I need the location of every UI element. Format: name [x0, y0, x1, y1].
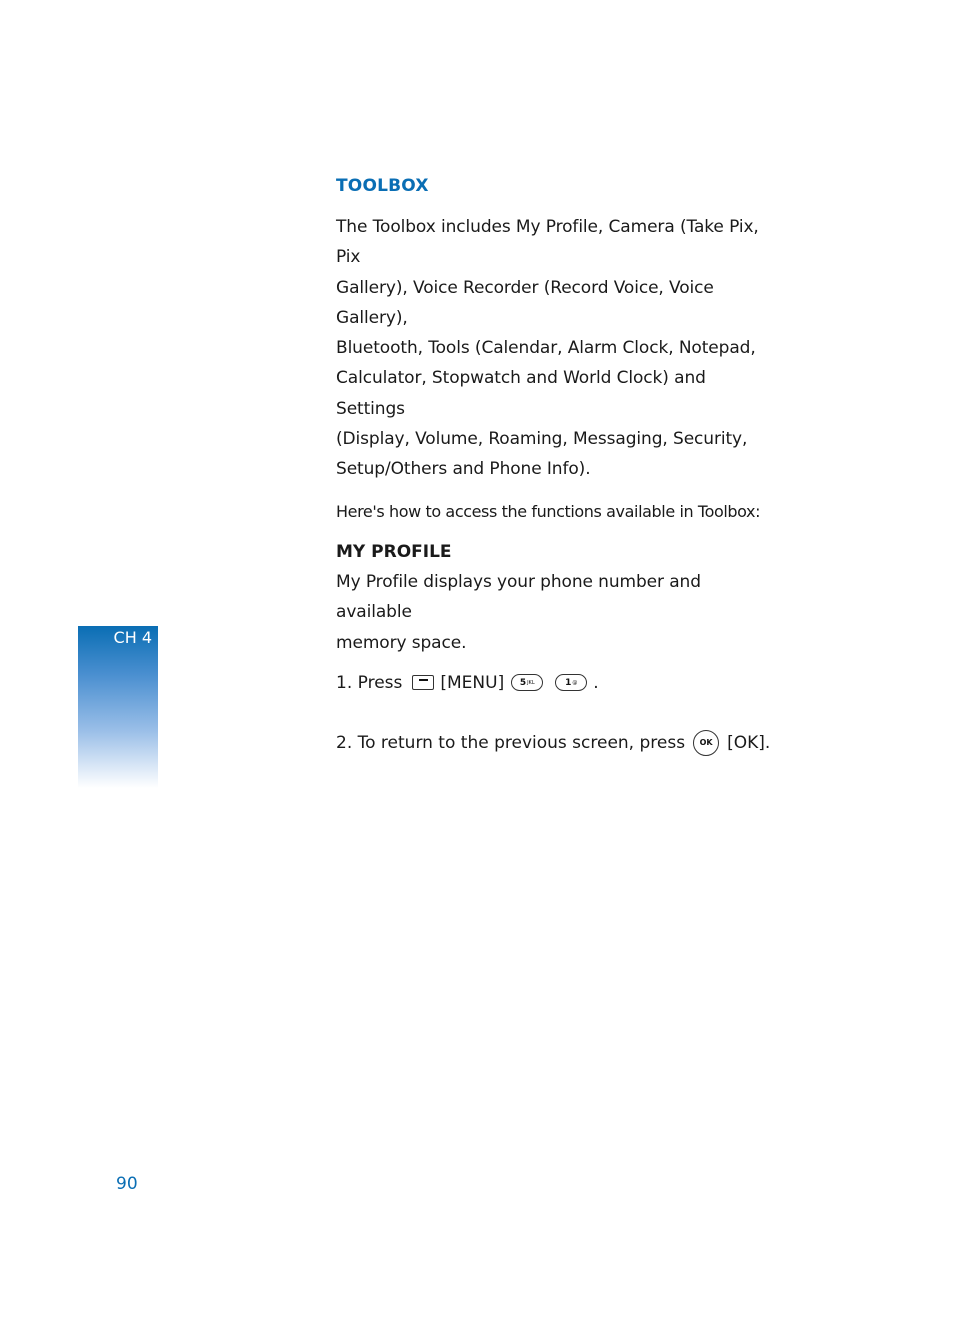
key-5-digit: 5: [519, 677, 527, 688]
page-number: 90: [116, 1174, 138, 1194]
intro-line: The Toolbox includes My Profile, Camera (Take Pix, Pix: [336, 217, 759, 268]
toolbox-intro: [336, 212, 776, 485]
key-1-digit: 1: [565, 677, 572, 688]
intro-line: Calculator, Stopwatch and World Clock) and Settings: [336, 368, 706, 419]
ok-key-icon: OK: [693, 730, 719, 756]
step-1-prefix: 1. Press: [336, 672, 403, 693]
profile-desc-line: My Profile displays your phone number and available: [336, 571, 701, 623]
step-1: [336, 668, 776, 698]
section-title: TOOLBOX: [336, 176, 429, 196]
key-5-icon: [511, 674, 543, 691]
my-profile-title: MY PROFILE: [336, 541, 452, 562]
intro-line: Bluetooth, Tools (Calendar, Alarm Clock, Notepad,: [336, 338, 756, 359]
chapter-tab: [78, 626, 158, 788]
soft-key-icon: [412, 675, 434, 690]
step-2: [336, 728, 776, 758]
main-content: [336, 170, 776, 758]
key-1-symbol: @: [572, 679, 578, 686]
step-2-prefix: 2. To return to the previous screen, press: [336, 732, 686, 753]
step-1-suffix: .: [593, 672, 599, 693]
intro-line: Gallery), Voice Recorder (Record Voice, Voice Gallery),: [336, 277, 714, 328]
my-profile-description: [336, 567, 776, 658]
ok-label: [OK].: [727, 732, 771, 753]
intro-line: (Display, Volume, Roaming, Messaging, Security,: [336, 429, 748, 450]
menu-label: [MENU]: [440, 672, 505, 693]
key-5-letters: JKL: [527, 679, 535, 686]
intro-line: Setup/Others and Phone Info).: [336, 459, 591, 480]
profile-desc-line: memory space.: [336, 632, 467, 653]
key-1-icon: [555, 674, 587, 691]
chapter-label: CH 4: [113, 628, 152, 647]
how-to-access: Here's how to access the functions available in Toolbox:: [336, 501, 761, 521]
